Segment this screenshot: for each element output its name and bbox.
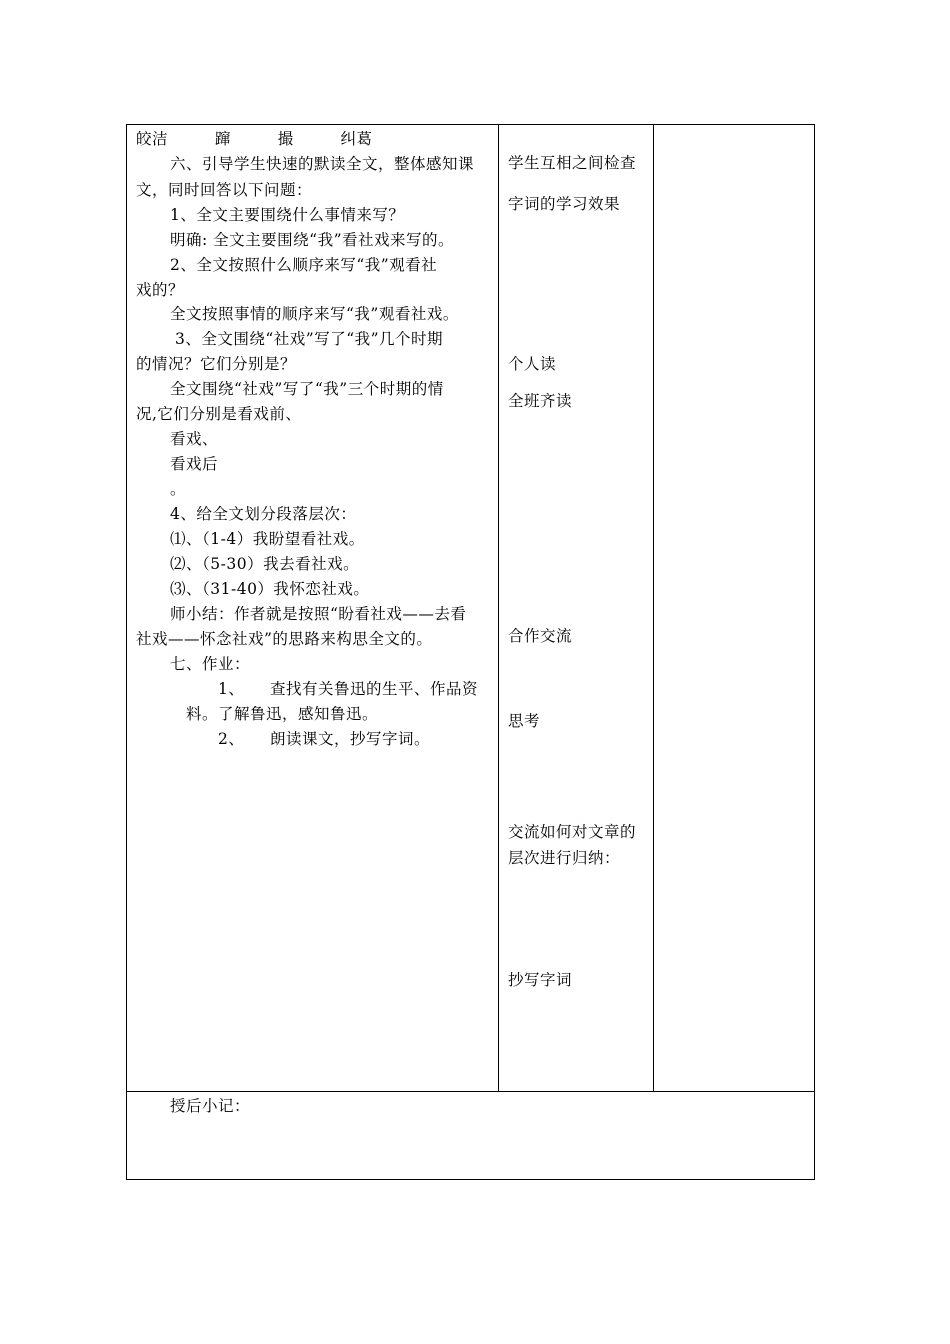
activity-think: 思考: [508, 712, 541, 730]
activity-check-vocab: 学生互相之间检查: [508, 154, 637, 172]
homework-1-cont: 料。了解鲁迅，感知鲁迅。: [186, 705, 379, 723]
column-divider-1: [498, 124, 499, 1092]
question-3-cont: 的情况？它们分别是？: [136, 355, 297, 373]
answer-3-item: 看戏、: [170, 430, 219, 448]
teacher-summary-cont: 社戏——怀念社戏”的思路来构思全文的。: [136, 630, 433, 648]
activity-discuss-structure: 交流如何对文章的: [508, 823, 637, 841]
homework-2: 朗读课文，抄写字词。: [270, 730, 431, 748]
activity-check-vocab-cont: 字词的学习效果: [508, 195, 621, 213]
answer-1: 明确: 全文主要围绕“我”看社戏来写的。: [170, 231, 454, 249]
item6-text-cont: 文，同时回答以下问题：: [136, 181, 313, 199]
lesson-table: [126, 124, 815, 1180]
answer-3-end: 。: [170, 480, 187, 498]
question-1: 1、全文主要围绕什么事情来写？: [170, 206, 405, 224]
row-divider: [126, 1091, 815, 1092]
teacher-summary: 师小结：作者就是按照“盼看社戏——去看: [170, 605, 467, 623]
column-divider-2: [653, 124, 654, 1092]
answer-2: 全文按照事情的顺序来写“我”观看社戏。: [170, 305, 459, 323]
question-2: 2、全文按照什么顺序来写“我”观看社: [170, 256, 438, 274]
answer-3: 全文围绕“社戏”写了“我”三个时期的情: [170, 380, 444, 398]
activity-cooperative-exchange: 合作交流: [508, 627, 573, 645]
homework-1-number: 1、: [218, 680, 245, 698]
vocab-line: 皎洁 蹿 撮 纠葛: [136, 130, 373, 148]
answer-3-cont: 况,它们分别是看戏前、: [136, 405, 302, 423]
activity-copy-words: 抄写字词: [508, 971, 573, 989]
homework-2-number: 2、: [218, 730, 245, 748]
homework-1: 查找有关鲁迅的生平、作品资: [270, 680, 479, 698]
activity-individual-reading: 个人读: [508, 355, 557, 373]
activity-class-reading: 全班齐读: [508, 392, 573, 410]
activity-discuss-structure-cont: 层次进行归纳：: [508, 849, 621, 867]
paragraph-section-2: ⑵、（5-30）我去看社戏。: [170, 555, 360, 573]
question-4: 4、给全文划分段落层次：: [170, 505, 357, 523]
item6-text: 六、引导学生快速的默读全文，整体感知课: [170, 155, 475, 173]
paragraph-section-1: ⑴、（1-4）我盼望看社戏。: [170, 530, 365, 548]
paragraph-section-3: ⑶、（31-40）我怀恋社戏。: [170, 580, 370, 598]
answer-3-item: 看戏后: [170, 455, 219, 473]
homework-heading: 七、作业：: [170, 655, 251, 673]
question-3: 3、全文围绕“社戏”写了“我”几个时期: [175, 330, 444, 348]
post-lesson-notes-label: 授后小记：: [170, 1097, 251, 1115]
question-2-cont: 戏的？: [136, 281, 185, 299]
